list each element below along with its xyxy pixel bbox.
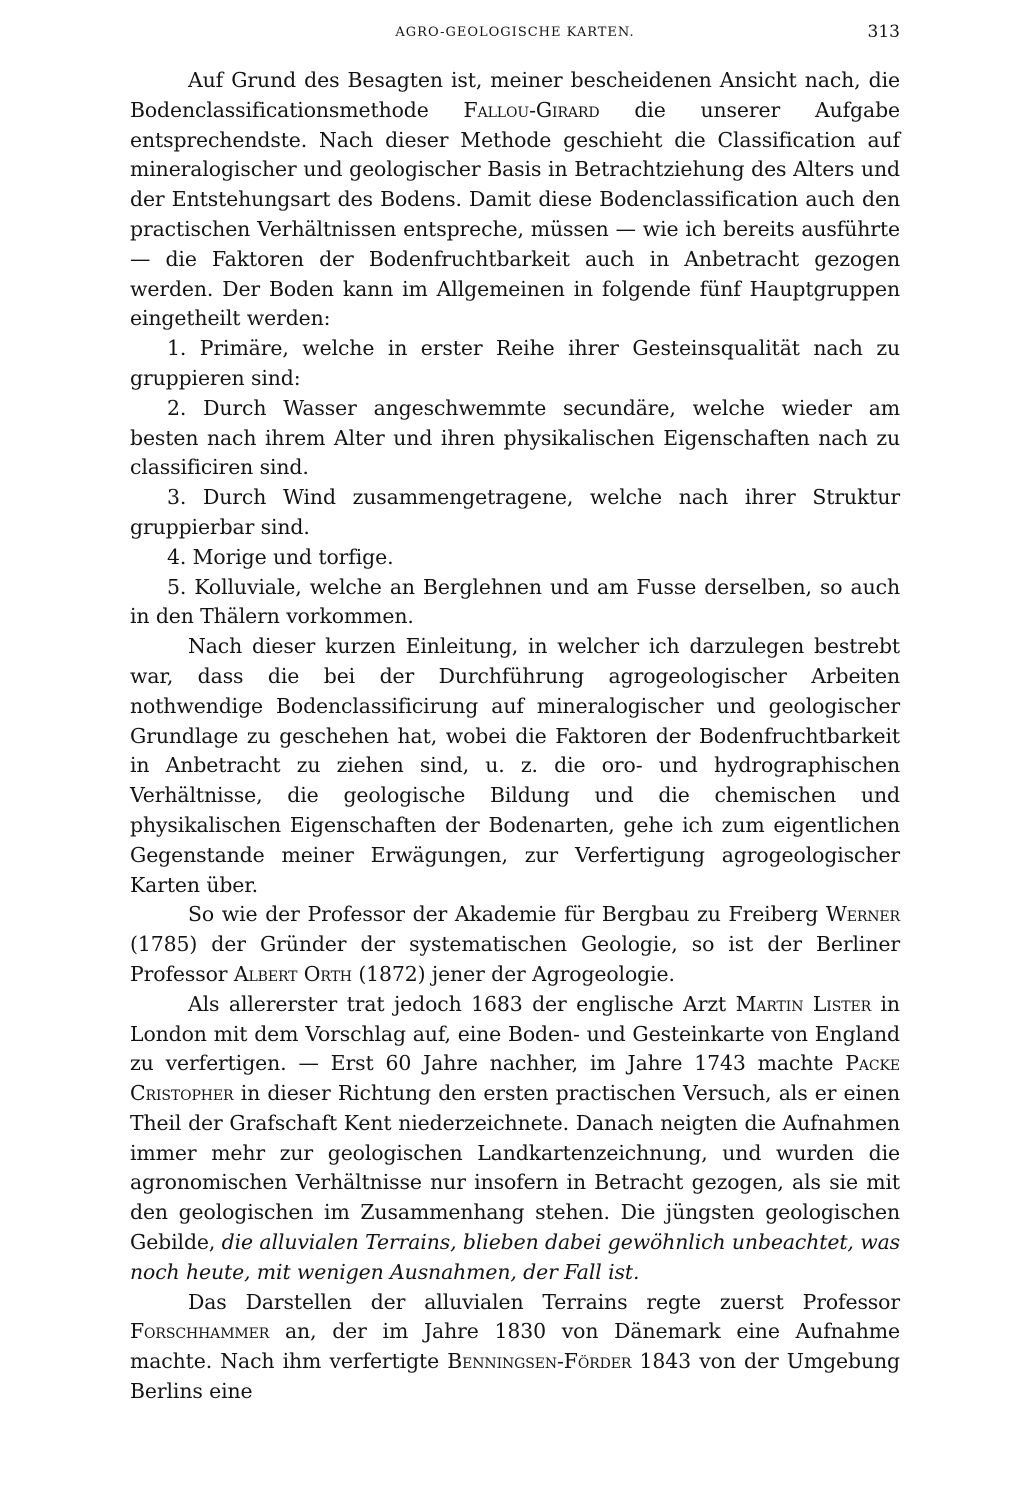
author-name: Benningsen-Förder (447, 1349, 632, 1374)
list-item: 4. Morige und torfige. (167, 544, 394, 569)
paragraph-4: Als allererster trat jedoch 1683 der englische Arzt Martin Lister in London mit dem Vorschlag auf, eine Boden- und Gesteinkarte von England zu verfertigen. — Erst 60 Jahre nachher, im Jahre 1743 machte Packe Cristopher in dieser Richtung den ersten practischen Versuch, als er einen Theil der Grafschaft Kent niederzeichnete. Danach neigten die Aufnahmen immer mehr zur geologischen Landkartenzeichnung, und wurden die agronomischen Verhältnisse nur insofern in Betracht gezogen, als sie mit den geologischen im Zusammenhang stehen. Die jüngsten geologischen Gebilde, die alluvialen Terrains, blieben dabei gewöhnlich unbeachtet, was noch heute, mit wenigen Ausnahmen, der Fall ist. (130, 991, 900, 1284)
running-header (130, 22, 900, 46)
page-body (130, 66, 900, 1407)
list-item: 3. Durch Wind zusammengetragene, welche nach ihrer Struktur gruppierbar sind. (130, 485, 900, 539)
author-name: Martin Lister (735, 991, 872, 1016)
author-name: Fallou-Girard (463, 97, 600, 122)
italic-passage: die alluvialen Terrains, blieben dabei gewöhnlich unbeachtet, was noch heute, mit wenigen Ausnahmen, der Fall ist. (130, 1230, 900, 1284)
running-title: AGRO-GEOLOGISCHE KARTEN. (395, 25, 635, 40)
paragraph-3: So wie der Professor der Akademie für Bergbau zu Freiberg Werner (1785) der Gründer der systematischen Geologie, so ist der Berliner Professor Albert Orth (1872) jener der Agrogeologie. (130, 902, 900, 986)
author-name: Werner (825, 902, 900, 927)
author-name: Forschhammer (130, 1319, 270, 1344)
list-item: 1. Primäre, welche in erster Reihe ihrer Gesteinsqualität nach zu gruppieren sind: (130, 336, 900, 390)
list-item: 2. Durch Wasser angeschwemmte secundäre, welche wieder am besten nach ihrem Alter und ihren physikalischen Eigenschaften nach zu classificiren sind. (130, 395, 900, 480)
page-number: 313 (867, 22, 900, 42)
list-item: 5. Kolluviale, welche an Berglehnen und am Fusse derselben, so auch in den Thälern vorkommen. (130, 574, 900, 629)
paragraph-5: Das Darstellen der alluvialen Terrains regte zuerst Professor Forschhammer an, der im Jahre 1830 von Dänemark eine Aufnahme machte. Nach ihm verfertigte Benningsen-Förder 1843 von der Umgebung Berlins eine (130, 1289, 900, 1404)
author-name: Albert Orth (233, 961, 352, 986)
paragraph-2: Nach dieser kurzen Einleitung, in welcher ich darzulegen bestrebt war, dass die bei der Durchführung agrogeologischer Arbeiten nothwendige Bodenclassificirung auf mineralogischer und geologischer Grundlage zu geschehen hat, wobei die Faktoren der Bodenfruchtbarkeit in Anbetracht zu ziehen sind, u. z. die oro- und hydrographischen Verhältnisse, die geologische Bildung und die chemischen und physikalischen Eigenschaften der Bodenarten, gehe ich zum eigentlichen Gegenstande meiner Erwägungen, zur Verfertigung agrogeologischer Karten über. (130, 634, 900, 897)
author-name: Packe Cristopher (130, 1051, 900, 1106)
paragraph-1: Auf Grund des Besagten ist, meiner bescheidenen Ansicht nach, die Bodenclassificationsmethode Fallou-Girard die unserer Aufgabe entsprechendste. Nach dieser Methode geschieht die Classification auf mineralogischer und geologischer Basis in Betrachtziehung des Alters und der Entstehungsart des Bodens. Damit diese Bodenclassification auch den practischen Verhältnissen entspreche, müssen — wie ich bereits ausführte — die Faktoren der Bodenfruchtbarkeit auch in Anbetracht gezogen werden. Der Boden kann im Allgemeinen in folgende fünf Hauptgruppen eingetheilt werden: (130, 68, 900, 331)
